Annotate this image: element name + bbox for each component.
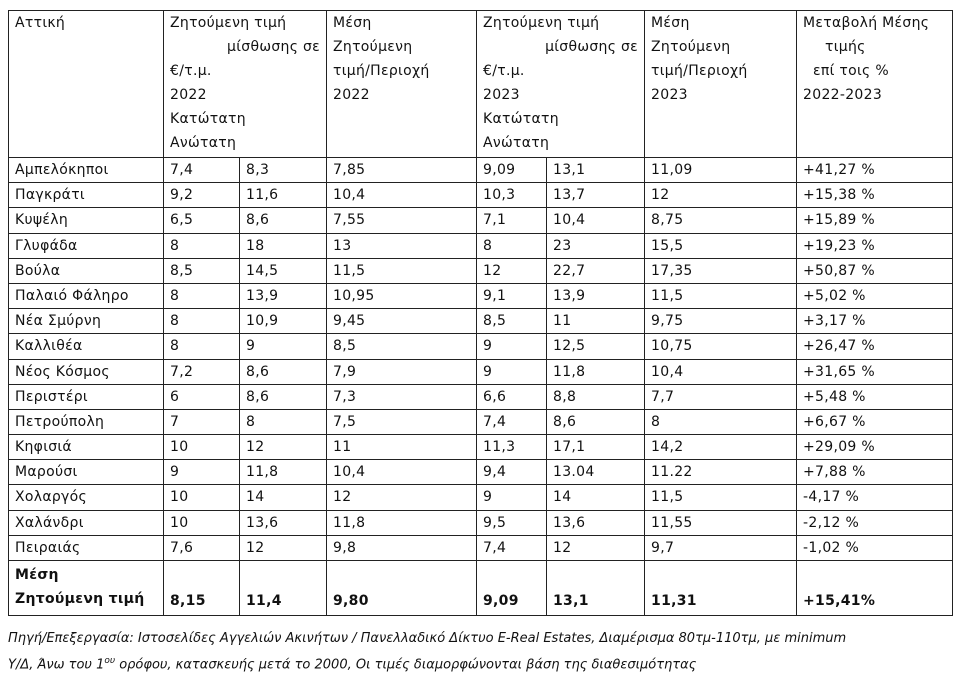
cell-area: Κυψέλη xyxy=(9,208,164,233)
table-row xyxy=(9,510,953,535)
cell-avg2022: 12 xyxy=(327,485,477,510)
cell-area: Νέος Κόσμος xyxy=(9,359,164,384)
cell-max2022: 11,8 xyxy=(240,460,327,485)
cell-avg2022: 7,85 xyxy=(327,158,477,183)
rent-price-table xyxy=(8,10,953,616)
cell-avg2023: 8,75 xyxy=(645,208,797,233)
cell-avg2023: 11,09 xyxy=(645,158,797,183)
cell-avg2022: 11,8 xyxy=(327,510,477,535)
cell-min2023: 11,3 xyxy=(477,435,547,460)
cell-min2023: 9 xyxy=(477,334,547,359)
cell-area: Νέα Σμύρνη xyxy=(9,309,164,334)
cell-max2023: 11 xyxy=(547,309,645,334)
header-region: Αττική xyxy=(9,11,164,158)
cell-min2023: 9 xyxy=(477,359,547,384)
table-row xyxy=(9,359,953,384)
cell-avg2022: 11,5 xyxy=(327,258,477,283)
cell-max2022: 13,6 xyxy=(240,510,327,535)
cell-min2022: 10 xyxy=(164,435,240,460)
cell-min2023: 8,5 xyxy=(477,309,547,334)
cell-max2023: 8,8 xyxy=(547,384,645,409)
average-min-2022: 8,15 xyxy=(164,561,240,616)
cell-avg2022: 13 xyxy=(327,233,477,258)
cell-avg2023: 8 xyxy=(645,409,797,434)
table-row xyxy=(9,460,953,485)
cell-change: +6,67 % xyxy=(797,409,953,434)
average-row xyxy=(9,561,953,616)
header-avg-2023: Μέση Ζητούμενη τιμή/Περιοχή 2023 xyxy=(645,11,797,158)
cell-avg2023: 15,5 xyxy=(645,233,797,258)
cell-area: Καλλιθέα xyxy=(9,334,164,359)
cell-max2022: 9 xyxy=(240,334,327,359)
cell-avg2022: 10,4 xyxy=(327,460,477,485)
footnote-line-1: Πηγή/Επεξεργασία: Ιστοσελίδες Αγγελιών Ακινήτων / Πανελλαδικό Δίκτυο E-Real Estates, Διαμέρισμα 80τμ-110τμ, με minimum xyxy=(8,631,847,646)
cell-min2022: 8 xyxy=(164,283,240,308)
cell-max2022: 13,9 xyxy=(240,283,327,308)
cell-area: Παγκράτι xyxy=(9,183,164,208)
cell-avg2022: 9,45 xyxy=(327,309,477,334)
cell-min2023: 12 xyxy=(477,258,547,283)
cell-avg2023: 17,35 xyxy=(645,258,797,283)
cell-min2023: 9,4 xyxy=(477,460,547,485)
average-min-2023: 9,09 xyxy=(477,561,547,616)
cell-min2023: 7,4 xyxy=(477,535,547,560)
cell-max2023: 13,6 xyxy=(547,510,645,535)
cell-change: +3,17 % xyxy=(797,309,953,334)
cell-max2023: 10,4 xyxy=(547,208,645,233)
table-row xyxy=(9,258,953,283)
cell-change: +15,38 % xyxy=(797,183,953,208)
cell-min2022: 10 xyxy=(164,485,240,510)
cell-change: -2,12 % xyxy=(797,510,953,535)
cell-min2023: 9 xyxy=(477,485,547,510)
cell-min2023: 9,09 xyxy=(477,158,547,183)
cell-area: Χολαργός xyxy=(9,485,164,510)
cell-min2023: 10,3 xyxy=(477,183,547,208)
cell-avg2022: 7,5 xyxy=(327,409,477,434)
header-change: Μεταβολή Μέσης τιμής επί τοις % 2022-2023 xyxy=(797,11,953,158)
cell-min2022: 7,6 xyxy=(164,535,240,560)
cell-min2022: 8 xyxy=(164,309,240,334)
table-row xyxy=(9,409,953,434)
cell-change: +41,27 % xyxy=(797,158,953,183)
cell-min2022: 7,4 xyxy=(164,158,240,183)
cell-area: Πετρούπολη xyxy=(9,409,164,434)
cell-change: +7,88 % xyxy=(797,460,953,485)
cell-min2022: 9,2 xyxy=(164,183,240,208)
cell-max2023: 22,7 xyxy=(547,258,645,283)
cell-min2022: 10 xyxy=(164,510,240,535)
cell-avg2022: 7,9 xyxy=(327,359,477,384)
cell-max2022: 8 xyxy=(240,409,327,434)
cell-max2023: 23 xyxy=(547,233,645,258)
header-row xyxy=(9,11,953,158)
cell-area: Αμπελόκηποι xyxy=(9,158,164,183)
cell-min2023: 9,5 xyxy=(477,510,547,535)
cell-max2022: 14,5 xyxy=(240,258,327,283)
cell-max2023: 17,1 xyxy=(547,435,645,460)
average-label: Μέση Ζητούμενη τιμή xyxy=(9,561,164,616)
table-row xyxy=(9,233,953,258)
cell-change: +19,23 % xyxy=(797,233,953,258)
cell-max2023: 13,7 xyxy=(547,183,645,208)
average-max-2023: 13,1 xyxy=(547,561,645,616)
cell-min2022: 8 xyxy=(164,233,240,258)
table-row xyxy=(9,435,953,460)
table-row xyxy=(9,485,953,510)
cell-max2022: 8,6 xyxy=(240,208,327,233)
average-avg-2022: 9,80 xyxy=(327,561,477,616)
header-avg-2022: Μέση Ζητούμενη τιμή/Περιοχή 2022 xyxy=(327,11,477,158)
cell-area: Χαλάνδρι xyxy=(9,510,164,535)
cell-change: +29,09 % xyxy=(797,435,953,460)
header-price-2023: Ζητούμενη τιμή μίσθωσης σε €/τ.μ. 2023 Κατώτατη Ανώτατη xyxy=(477,11,645,158)
cell-change: +5,02 % xyxy=(797,283,953,308)
cell-min2023: 8 xyxy=(477,233,547,258)
cell-avg2023: 11,5 xyxy=(645,283,797,308)
cell-change: +5,48 % xyxy=(797,384,953,409)
source-footnote xyxy=(8,628,958,676)
cell-avg2023: 9,7 xyxy=(645,535,797,560)
cell-max2022: 14 xyxy=(240,485,327,510)
table-body xyxy=(9,158,953,616)
cell-area: Παλαιό Φάληρο xyxy=(9,283,164,308)
cell-max2023: 8,6 xyxy=(547,409,645,434)
footnote-line-2: Υ/Δ, Άνω του $1^{o\upsilon}$ ορόφου, κατασκευής μετά το 2000, Οι τιμές διαμορφώνονται βάση της διαθεσιμότητας xyxy=(8,656,697,673)
cell-max2023: 13.04 xyxy=(547,460,645,485)
cell-max2022: 8,6 xyxy=(240,384,327,409)
cell-avg2023: 9,75 xyxy=(645,309,797,334)
cell-max2022: 8,6 xyxy=(240,359,327,384)
cell-max2023: 12 xyxy=(547,535,645,560)
table-row xyxy=(9,535,953,560)
header-price-2022: Ζητούμενη τιμή μίσθωσης σε €/τ.μ. 2022 Κατώτατη Ανώτατη xyxy=(164,11,327,158)
cell-avg2022: 10,95 xyxy=(327,283,477,308)
cell-max2023: 13,9 xyxy=(547,283,645,308)
cell-avg2022: 11 xyxy=(327,435,477,460)
average-avg-2023: 11,31 xyxy=(645,561,797,616)
cell-max2023: 13,1 xyxy=(547,158,645,183)
table-row xyxy=(9,384,953,409)
cell-max2022: 12 xyxy=(240,535,327,560)
cell-avg2022: 7,55 xyxy=(327,208,477,233)
table-row xyxy=(9,208,953,233)
cell-change: +15,89 % xyxy=(797,208,953,233)
cell-max2023: 14 xyxy=(547,485,645,510)
cell-avg2023: 10,75 xyxy=(645,334,797,359)
cell-max2022: 8,3 xyxy=(240,158,327,183)
table-row xyxy=(9,183,953,208)
cell-avg2023: 7,7 xyxy=(645,384,797,409)
cell-min2023: 9,1 xyxy=(477,283,547,308)
cell-avg2023: 11,5 xyxy=(645,485,797,510)
cell-min2022: 8,5 xyxy=(164,258,240,283)
average-max-2022: 11,4 xyxy=(240,561,327,616)
cell-avg2022: 7,3 xyxy=(327,384,477,409)
cell-avg2023: 11,55 xyxy=(645,510,797,535)
cell-min2022: 7,2 xyxy=(164,359,240,384)
cell-avg2022: 9,8 xyxy=(327,535,477,560)
cell-avg2023: 10,4 xyxy=(645,359,797,384)
table-row xyxy=(9,158,953,183)
cell-max2022: 10,9 xyxy=(240,309,327,334)
table-row xyxy=(9,283,953,308)
cell-change: +26,47 % xyxy=(797,334,953,359)
cell-change: +31,65 % xyxy=(797,359,953,384)
cell-min2023: 7,1 xyxy=(477,208,547,233)
table-row xyxy=(9,334,953,359)
cell-max2023: 11,8 xyxy=(547,359,645,384)
cell-max2022: 12 xyxy=(240,435,327,460)
cell-max2022: 11,6 xyxy=(240,183,327,208)
cell-area: Γλυφάδα xyxy=(9,233,164,258)
cell-avg2023: 12 xyxy=(645,183,797,208)
cell-avg2023: 14,2 xyxy=(645,435,797,460)
cell-min2022: 9 xyxy=(164,460,240,485)
cell-min2022: 6 xyxy=(164,384,240,409)
cell-min2022: 6,5 xyxy=(164,208,240,233)
cell-avg2022: 8,5 xyxy=(327,334,477,359)
table-row xyxy=(9,309,953,334)
cell-max2023: 12,5 xyxy=(547,334,645,359)
cell-area: Μαρούσι xyxy=(9,460,164,485)
cell-min2023: 6,6 xyxy=(477,384,547,409)
cell-min2023: 7,4 xyxy=(477,409,547,434)
cell-change: -4,17 % xyxy=(797,485,953,510)
cell-area: Περιστέρι xyxy=(9,384,164,409)
cell-max2022: 18 xyxy=(240,233,327,258)
cell-avg2023: 11.22 xyxy=(645,460,797,485)
cell-avg2022: 10,4 xyxy=(327,183,477,208)
cell-area: Βούλα xyxy=(9,258,164,283)
average-change: +15,41% xyxy=(797,561,953,616)
cell-area: Κηφισιά xyxy=(9,435,164,460)
cell-min2022: 7 xyxy=(164,409,240,434)
cell-change: +50,87 % xyxy=(797,258,953,283)
cell-min2022: 8 xyxy=(164,334,240,359)
cell-area: Πειραιάς xyxy=(9,535,164,560)
cell-change: -1,02 % xyxy=(797,535,953,560)
